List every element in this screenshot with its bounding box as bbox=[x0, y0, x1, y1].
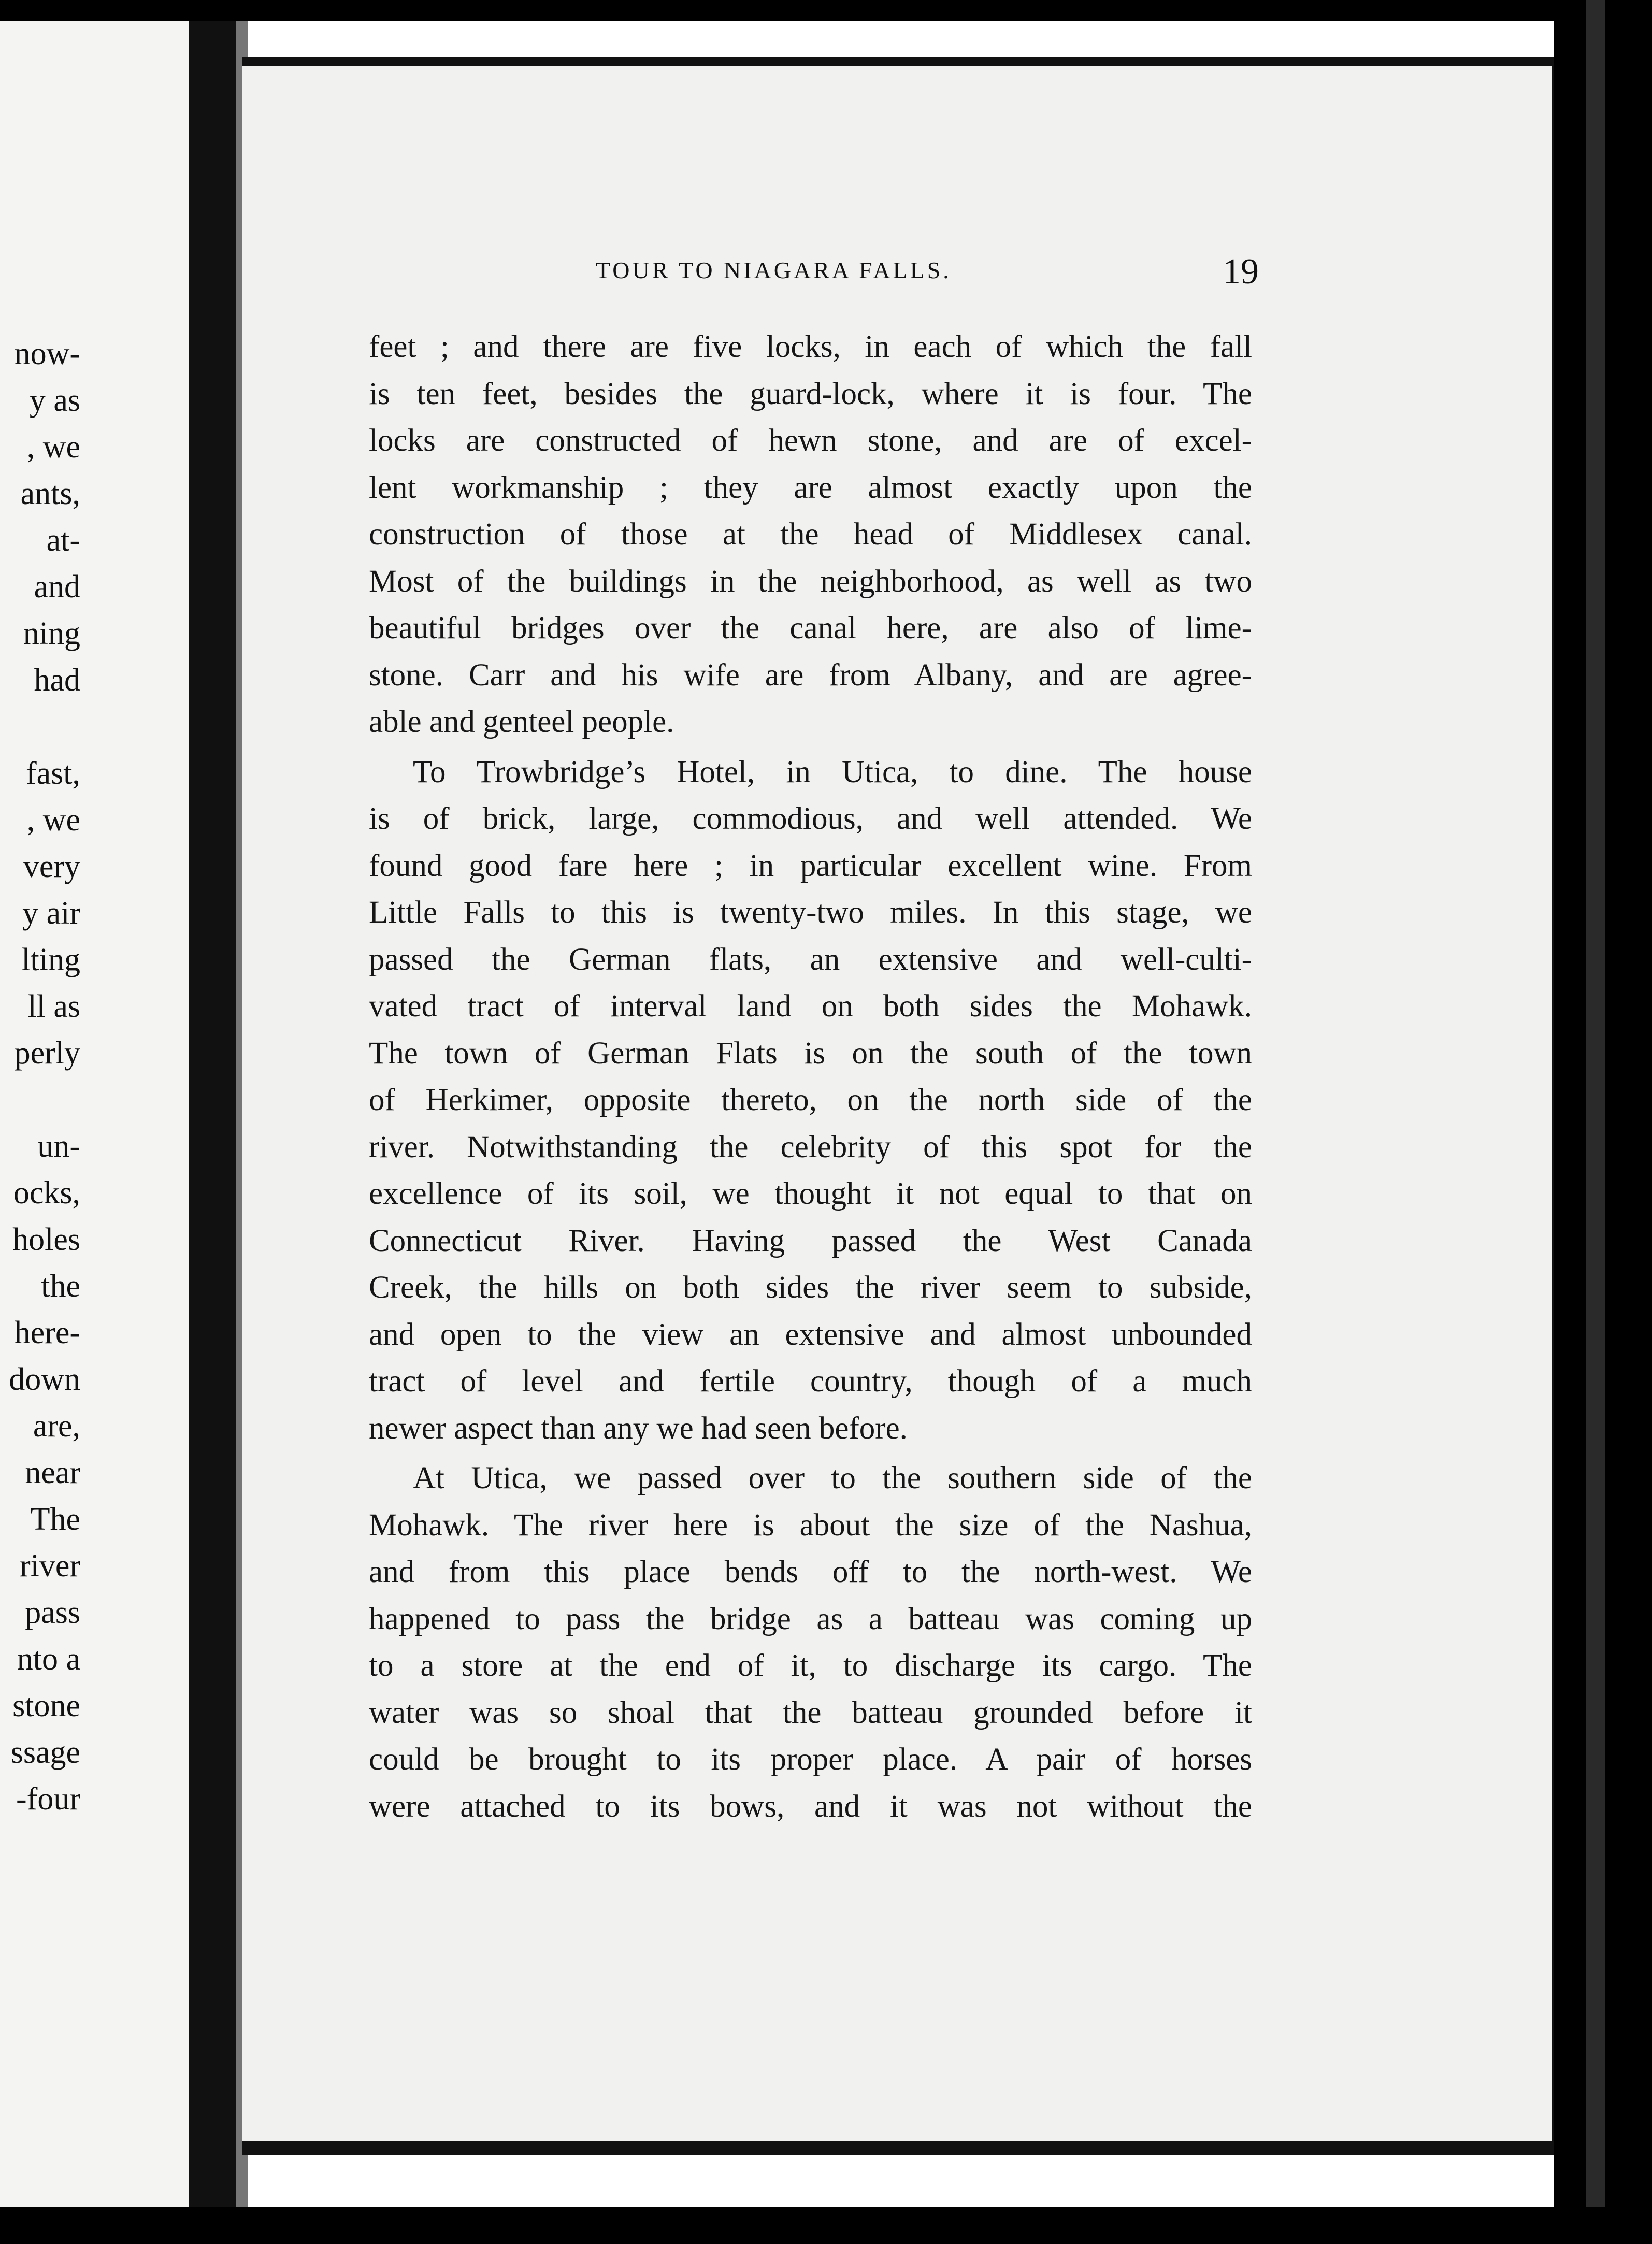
previous-page-fragment: un- bbox=[37, 1129, 80, 1164]
text-line: and from this place bends off to the north-west. We bbox=[369, 1555, 1252, 1589]
text-line: tract of level and fertile country, though of a much bbox=[369, 1364, 1252, 1399]
text-line: Mohawk. The river here is about the size of the Nashua, bbox=[369, 1507, 1252, 1543]
text-line: could be brought to its proper place. A pair of horses bbox=[369, 1742, 1252, 1777]
previous-page-fragment: ocks, bbox=[13, 1175, 80, 1211]
previous-page-fragment: , we bbox=[26, 802, 80, 838]
text-line: Creek, the hills on both sides the river seem to subside, bbox=[369, 1270, 1252, 1305]
previous-page-fragment: fast, bbox=[25, 756, 80, 791]
page-number: 19 bbox=[1223, 252, 1259, 292]
scan-edge-line bbox=[1586, 0, 1605, 2244]
text-line: Connecticut River. Having passed the West Canada bbox=[369, 1223, 1252, 1258]
previous-page-fragment: lting bbox=[21, 942, 80, 977]
previous-page-fragment: holes bbox=[12, 1222, 80, 1257]
text-line: of Herkimer, opposite thereto, on the north side of the bbox=[369, 1083, 1252, 1117]
text-line: To Trowbridge’s Hotel, in Utica, to dine. The house bbox=[413, 754, 1252, 789]
text-line: able and genteel people. bbox=[369, 704, 674, 739]
previous-page-fragment: at- bbox=[46, 523, 80, 558]
previous-page-fragment: stone bbox=[12, 1688, 80, 1723]
page-header bbox=[596, 251, 1259, 298]
text-line: is ten feet, besides the guard-lock, where it is four. The bbox=[369, 376, 1252, 411]
previous-page-fragment: ants, bbox=[20, 476, 80, 511]
previous-page-edge bbox=[0, 21, 189, 2207]
text-line: construction of those at the head of Middlesex canal. bbox=[369, 517, 1252, 552]
text-line: The town of German Flats is on the south of the town bbox=[369, 1035, 1252, 1071]
text-line: lent workmanship ; they are almost exactly upon the bbox=[369, 470, 1252, 505]
text-line: were attached to its bows, and it was not without the bbox=[369, 1789, 1252, 1824]
previous-page-fragment: y as bbox=[29, 383, 80, 418]
previous-page-fragment: are, bbox=[33, 1408, 80, 1444]
previous-page-fragment: The bbox=[30, 1502, 80, 1537]
text-line: stone. Carr and his wife are from Albany, and are agree- bbox=[369, 657, 1252, 693]
text-line: to a store at the end of it, to discharge its cargo. The bbox=[369, 1648, 1252, 1683]
previous-page-fragment: ll as bbox=[27, 989, 80, 1024]
previous-page-fragment: , we bbox=[26, 429, 80, 465]
previous-page-fragment: and bbox=[34, 569, 80, 605]
previous-page-fragment: the bbox=[41, 1269, 80, 1304]
text-line: passed the German flats, an extensive and well-culti- bbox=[369, 942, 1252, 977]
previous-page-fragment: y air bbox=[22, 896, 80, 931]
text-line: found good fare here ; in particular excellent wine. From bbox=[369, 848, 1252, 883]
previous-page-fragment: near bbox=[25, 1455, 80, 1490]
scan-border-top bbox=[0, 0, 1652, 21]
text-line: is of brick, large, commodious, and well attended. We bbox=[369, 801, 1252, 836]
text-line: Most of the buildings in the neighborhood, as well as two bbox=[369, 564, 1252, 599]
text-line: river. Notwithstanding the celebrity of this spot for the bbox=[369, 1129, 1252, 1164]
previous-page-fragment: now- bbox=[14, 336, 80, 371]
text-line: At Utica, we passed over to the southern side of the bbox=[413, 1461, 1252, 1495]
text-line: Little Falls to this is twenty-two miles. In this stage, we bbox=[369, 895, 1252, 930]
running-head: TOUR TO NIAGARA FALLS. bbox=[596, 257, 952, 283]
previous-page-fragment: ning bbox=[23, 616, 80, 651]
page-body-text bbox=[369, 324, 1252, 1830]
text-line: newer aspect than any we had seen before. bbox=[369, 1411, 908, 1446]
previous-page-fragment: had bbox=[34, 663, 80, 698]
previous-page-fragment: ssage bbox=[10, 1735, 80, 1770]
book-gutter bbox=[189, 21, 236, 2207]
text-line: vated tract of interval land on both sides the Mohawk. bbox=[369, 989, 1252, 1024]
text-line: water was so shoal that the batteau grounded before it bbox=[369, 1695, 1252, 1730]
previous-page-fragment: down bbox=[9, 1362, 80, 1397]
text-line: feet ; and there are five locks, in each of which the fall bbox=[369, 329, 1252, 364]
previous-page-fragment: perly bbox=[14, 1035, 80, 1071]
previous-page-fragment: river bbox=[19, 1548, 80, 1584]
previous-page-fragment: pass bbox=[25, 1595, 80, 1630]
previous-page-fragment: here- bbox=[14, 1315, 80, 1350]
text-line: excellence of its soil, we thought it not equal to that on bbox=[369, 1176, 1252, 1211]
text-line: locks are constructed of hewn stone, and are of excel- bbox=[369, 423, 1252, 458]
previous-page-fragment: nto a bbox=[17, 1642, 80, 1677]
previous-page-fragment: -four bbox=[16, 1781, 80, 1817]
text-line: and open to the view an extensive and almost unbounded bbox=[369, 1317, 1252, 1352]
text-line: happened to pass the bridge as a batteau was coming up bbox=[369, 1601, 1252, 1636]
scan-border-bottom bbox=[0, 2207, 1652, 2244]
previous-page-fragment: very bbox=[23, 849, 80, 884]
text-line: beautiful bridges over the canal here, are also of lime- bbox=[369, 611, 1252, 645]
